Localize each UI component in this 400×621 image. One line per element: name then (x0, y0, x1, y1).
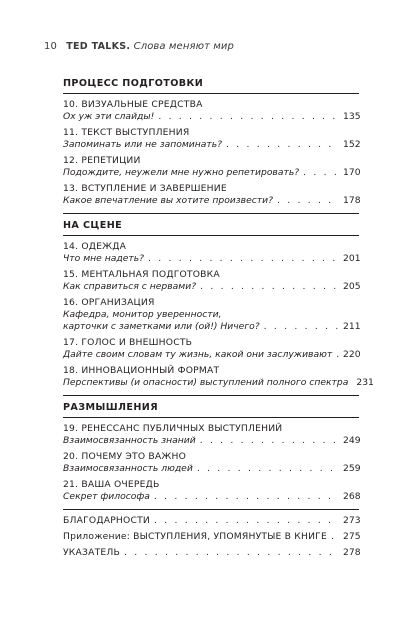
chapter-subtitle: Перспективы (и опасности) выступлений полного спектра (63, 377, 349, 388)
chapter-subtitle: Запоминать или не запоминать? (63, 139, 223, 150)
toc-chapter (63, 363, 374, 391)
toc-line (63, 513, 359, 529)
page-ref: 170 (343, 167, 361, 178)
toc-section (63, 72, 359, 209)
toc-line (63, 111, 359, 123)
toc-line (63, 529, 359, 545)
back-matter-title: БЛАГОДАРНОСТИ (63, 515, 150, 526)
page-number: 10 (44, 41, 57, 52)
page-ref: 205 (343, 281, 361, 292)
book-title: TED TALKS. (66, 41, 131, 52)
toc-line (63, 167, 359, 179)
dot-leader (331, 531, 339, 543)
chapter-title: 14. ОДЕЖДА (63, 241, 127, 252)
chapter-subtitle: Взаимосвязанность людей (63, 463, 193, 474)
toc-chapter (63, 335, 359, 363)
back-matter-title: Приложение: ВЫСТУПЛЕНИЯ, УПОМЯНУТЫЕ В КНИГЕ (63, 531, 327, 542)
page-ref: 220 (343, 349, 361, 360)
running-head (44, 41, 234, 52)
dot-leader (277, 195, 339, 207)
chapter-title: 18. ИННОВАЦИОННЫЙ ФОРМАТ (63, 365, 220, 376)
chapter-title: 17. ГОЛОС И ВНЕШНОСТЬ (63, 337, 193, 348)
toc-chapter (63, 239, 359, 267)
toc-line (63, 195, 359, 207)
chapter-title: 21. ВАША ОЧЕРЕДЬ (63, 479, 160, 490)
toc-line (63, 463, 359, 475)
toc-line (63, 435, 359, 447)
chapter-subtitle: Что мне надеть? (63, 253, 144, 264)
chapter-title: 12. РЕПЕТИЦИИ (63, 155, 141, 166)
dot-leader (226, 139, 339, 151)
chapter-subtitle: Какое впечатление вы хотите произвести? (63, 195, 273, 206)
dot-leader (154, 515, 339, 527)
chapter-subtitle: Дайте своим словам ту жизнь, какой они заслуживают (63, 349, 333, 360)
chapter-title: 13. ВСТУПЛЕНИЕ И ЗАВЕРШЕНИЕ (63, 183, 227, 194)
toc-line (63, 281, 359, 293)
chapter-subtitle: Как справиться с нервами? (63, 281, 197, 292)
chapter-subtitle: карточки с заметками или (ой!) Ничего? (63, 321, 260, 332)
dot-leader (200, 281, 339, 293)
dot-leader (264, 321, 339, 333)
toc-line (63, 377, 374, 389)
dot-leader (336, 349, 339, 361)
dot-leader (148, 253, 339, 265)
chapter-title: 11. ТЕКСТ ВЫСТУПЛЕНИЯ (63, 127, 190, 138)
chapter-title: 15. МЕНТАЛЬНАЯ ПОДГОТОВКА (63, 269, 220, 280)
chapter-subtitle: Ох уж эти слайды! (63, 111, 155, 122)
chapter-title: 10. ВИЗУАЛЬНЫЕ СРЕДСТВА (63, 99, 203, 110)
toc-line (63, 253, 359, 265)
dot-leader (154, 491, 339, 503)
page-ref: 231 (356, 377, 374, 388)
dot-leader (303, 167, 339, 179)
toc-chapter (63, 97, 359, 125)
toc-line (63, 491, 359, 503)
chapter-subtitle: Секрет философа (63, 491, 150, 502)
chapter-title: 16. ОРГАНИЗАЦИЯ (63, 297, 155, 308)
section-heading: РАЗМЫШЛЕНИЯ (63, 402, 158, 413)
dot-leader (200, 435, 339, 447)
toc-line (63, 321, 359, 333)
back-matter (63, 505, 359, 561)
toc-line (63, 139, 359, 151)
page-ref: 201 (343, 253, 361, 264)
page-ref: 278 (343, 547, 361, 558)
chapter-subtitle: Кафедра, монитор уверенности, (63, 309, 222, 320)
dot-leader (158, 111, 339, 123)
page-ref: 259 (343, 463, 361, 474)
toc-chapter (63, 477, 359, 505)
toc-chapter (63, 295, 359, 335)
section-heading: ПРОЦЕСС ПОДГОТОВКИ (63, 78, 204, 89)
toc-chapter (63, 153, 359, 181)
toc-chapter (63, 181, 359, 209)
toc-chapter (63, 421, 359, 449)
chapter-title: 20. ПОЧЕМУ ЭТО ВАЖНО (63, 451, 187, 462)
page-ref: 152 (343, 139, 361, 150)
page-ref: 268 (343, 491, 361, 502)
table-of-contents (63, 72, 374, 561)
dot-leader (124, 547, 339, 559)
book-subtitle: Слова меняют мир (133, 41, 234, 52)
dot-leader (197, 463, 339, 475)
page-ref: 135 (343, 111, 361, 122)
chapter-subtitle: Взаимосвязанность знаний (63, 435, 196, 446)
page-ref: 178 (343, 195, 361, 206)
toc-section (63, 209, 374, 391)
section-heading: НА СЦЕНЕ (63, 220, 123, 231)
toc-section (63, 391, 359, 505)
page-ref: 211 (343, 321, 361, 332)
page-ref: 249 (343, 435, 361, 446)
toc-chapter (63, 267, 359, 295)
chapter-subtitle: Подождите, неужели мне нужно репетировать? (63, 167, 300, 178)
back-matter-title: УКАЗАТЕЛЬ (63, 547, 121, 558)
toc-line (63, 545, 359, 561)
chapter-title: 19. РЕНЕССАНС ПУБЛИЧНЫХ ВЫСТУПЛЕНИЙ (63, 423, 283, 434)
toc-chapter (63, 125, 359, 153)
toc-chapter (63, 449, 359, 477)
page-ref: 275 (343, 531, 361, 542)
page-ref: 273 (343, 515, 361, 526)
toc-line (63, 349, 359, 361)
